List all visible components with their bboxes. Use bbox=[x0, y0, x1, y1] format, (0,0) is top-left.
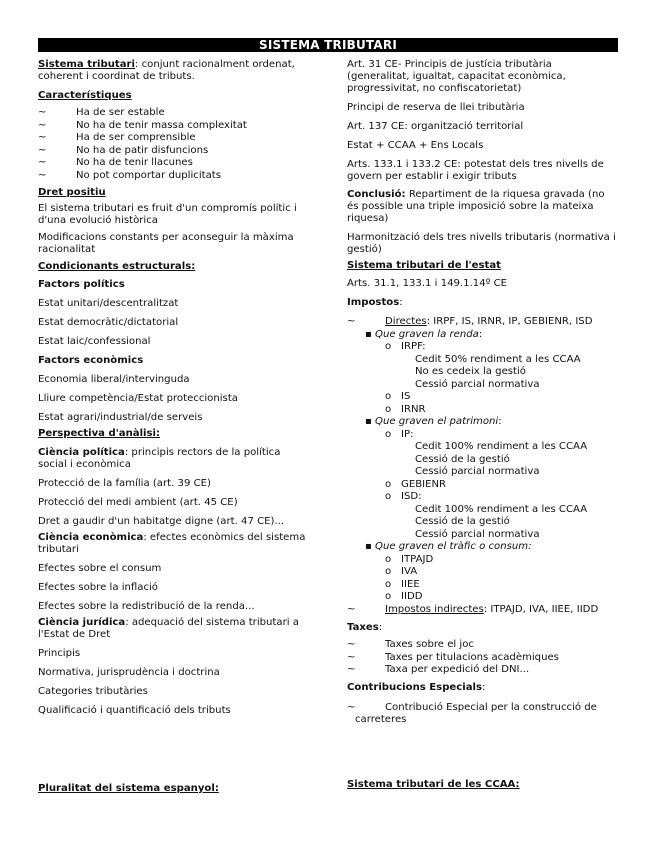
ciencia-economica-term: Ciència econòmica bbox=[38, 532, 144, 543]
sistema-estat-heading: Sistema tributari de l'estat bbox=[347, 260, 501, 271]
taxes-heading: Taxes: bbox=[347, 622, 383, 633]
isd-sub: Cessió de la gestió bbox=[415, 516, 510, 527]
tilde-bullet-icon: ~ bbox=[38, 132, 47, 143]
ciencia-politica: Ciència política: principis rectors de la política social i econòmica bbox=[38, 447, 281, 470]
circle-bullet-icon: o bbox=[385, 341, 392, 352]
dret-paragraph: El sistema tributari es fruit d'un compromís polític i d'una evolució històrica bbox=[38, 203, 297, 226]
page-title: SISTEMA TRIBUTARI bbox=[38, 38, 618, 52]
harmonitzacio-paragraph: Harmonització dels tres nivells tributaris (normativa i gestió) bbox=[347, 232, 616, 255]
circle-bullet-icon: o bbox=[385, 391, 392, 402]
ip-sub: Cessió de la gestió bbox=[415, 453, 510, 465]
ciencia-juridica-term: Ciència jurídica bbox=[38, 617, 126, 628]
irpf-item: o IRPF: bbox=[385, 341, 426, 352]
list-item: Efectes sobre la inflació bbox=[38, 582, 158, 593]
gebienr-item: o GEBIENR bbox=[385, 478, 447, 490]
right-column bbox=[347, 59, 617, 726]
tilde-bullet-icon: ~ bbox=[38, 144, 47, 156]
reserva-paragraph: Principi de reserva de llei tributària bbox=[347, 102, 525, 113]
contribucio-item: ~ Contribució Especial per la construcció de carreteres bbox=[347, 701, 597, 725]
list-item: Qualificació i quantificació dels tributs bbox=[38, 705, 231, 716]
is-item: o IS bbox=[385, 391, 411, 402]
list-item: Economia liberal/intervinguda bbox=[38, 374, 190, 385]
factors-economics-heading: Factors econòmics bbox=[38, 355, 144, 366]
circle-bullet-icon: o bbox=[385, 478, 392, 490]
trafic-sub: o IIEE bbox=[385, 578, 420, 590]
tilde-bullet-icon: ~ bbox=[38, 169, 47, 181]
tilde-bullet-icon: ~ bbox=[347, 664, 356, 675]
list-item: Estat unitari/descentralitzat bbox=[38, 298, 179, 309]
list-item: Efectes sobre la redistribució de la renda... bbox=[38, 601, 255, 612]
tilde-bullet-icon: ~ bbox=[347, 603, 356, 615]
pluralitat-heading: Pluralitat del sistema espanyol: bbox=[38, 783, 219, 794]
dret-positiu-heading: Dret positiu bbox=[38, 187, 106, 198]
isd-sub: Cessió parcial normativa bbox=[415, 528, 540, 540]
list-item: Efectes sobre el consum bbox=[38, 563, 162, 574]
characteristics-heading: Característiques bbox=[38, 90, 132, 101]
list-item: ~ No ha de tenir massa complexitat bbox=[38, 119, 247, 131]
sistema-ccaa-heading: Sistema tributari de les CCAA: bbox=[347, 779, 520, 790]
list-item: Dret a gaudir d'un habitatge digne (art. 47 CE)... bbox=[38, 516, 285, 527]
ciencia-juridica: Ciència jurídica: adequació del sistema tributari a l'Estat de Dret bbox=[38, 617, 299, 640]
trafic-sub: o IIDD bbox=[385, 591, 423, 602]
list-item: Estat democràtic/dictatorial bbox=[38, 317, 179, 328]
square-bullet-icon: ▪ bbox=[365, 541, 372, 552]
irnr-item: o IRNR bbox=[385, 403, 426, 415]
indirectes-item: ~ Impostos indirectes: ITPAJD, IVA, IIEE, IIDD bbox=[347, 603, 599, 615]
arts133-paragraph: Arts. 133.1 i 133.2 CE: potestat dels tres nivells de govern per establir i exigir tributs bbox=[347, 159, 604, 182]
list-item: Normativa, jurisprudència i doctrina bbox=[38, 667, 220, 678]
impostos-heading: Impostos: bbox=[347, 297, 403, 308]
isd-sub: Cedit 100% rendiment a les CCAA bbox=[415, 503, 588, 515]
circle-bullet-icon: o bbox=[385, 553, 392, 565]
list-item: Estat laic/confessional bbox=[38, 336, 151, 347]
tilde-bullet-icon: ~ bbox=[347, 651, 356, 663]
square-bullet-icon: ▪ bbox=[365, 416, 372, 427]
circle-bullet-icon: o bbox=[385, 566, 392, 577]
list-item: ~ No ha de tenir llacunes bbox=[38, 157, 193, 168]
list-item: ~ Taxes per titulacions acadèmiques bbox=[347, 651, 559, 663]
taxes-list bbox=[347, 639, 617, 677]
tilde-bullet-icon: ~ bbox=[347, 639, 356, 650]
list-item: Protecció de la família (art. 39 CE) bbox=[38, 478, 211, 489]
circle-bullet-icon: o bbox=[385, 591, 392, 602]
circle-bullet-icon: o bbox=[385, 491, 392, 502]
list-item: Estat agrari/industrial/de serveis bbox=[38, 412, 203, 423]
art137-paragraph: Art. 137 CE: organització territorial bbox=[347, 121, 524, 132]
patrimoni-item: ▪ Que graven el patrimoni: bbox=[365, 416, 502, 427]
left-column bbox=[38, 59, 308, 717]
trafic-sub: o ITPAJD bbox=[385, 553, 434, 565]
contribucions-heading: Contribucions Especials: bbox=[347, 681, 486, 693]
list-item: ~ Ha de ser comprensible bbox=[38, 132, 196, 143]
directes-item: ~ Directes: IRPF, IS, IRNR, IP, GEBIENR, ISD bbox=[347, 316, 593, 327]
conclusio-paragraph: Conclusió: Repartiment de la riquesa gravada (no és possible una triple imposició sobre la mateixa riquesa) bbox=[347, 189, 605, 224]
list-item: ~ Taxa per expedició del DNI... bbox=[347, 664, 530, 675]
conclusio-term: Conclusió: bbox=[347, 189, 406, 200]
list-item: Principis bbox=[38, 648, 81, 659]
condicionants-heading: Condicionants estructurals: bbox=[38, 261, 196, 272]
circle-bullet-icon: o bbox=[385, 403, 392, 415]
list-item: Lliure competència/Estat proteccionista bbox=[38, 393, 238, 404]
ciencia-economica: Ciència econòmica: efectes econòmics del sistema tributari bbox=[38, 532, 306, 555]
trafic-sub: o IVA bbox=[385, 566, 418, 577]
isd-item: o ISD: bbox=[385, 491, 422, 502]
perspectiva-heading: Perspectiva d'anàlisi: bbox=[38, 428, 161, 439]
list-item: ~ Ha de ser estable bbox=[38, 107, 165, 118]
list-item: Protecció del medi ambient (art. 45 CE) bbox=[38, 497, 238, 508]
sistema-estat-arts: Arts. 31.1, 133.1 i 149.1.14º CE bbox=[347, 278, 508, 289]
definition-text: : conjunt racionalment ordenat, coherent i coordinat de tributs. bbox=[38, 59, 295, 82]
definition-term: Sistema tributari bbox=[38, 59, 135, 70]
characteristics-list bbox=[38, 107, 308, 182]
trafic-item: ▪ Que graven el tràfic o consum: bbox=[365, 541, 532, 552]
dret-paragraph: Modificacions constants per aconseguir la màxima racionalitat bbox=[38, 232, 294, 255]
renda-item: ▪ Que graven la renda: bbox=[365, 328, 483, 340]
definition bbox=[38, 59, 308, 83]
ip-sub: Cedit 100% rendiment a les CCAA bbox=[415, 441, 588, 452]
circle-bullet-icon: o bbox=[385, 578, 392, 590]
list-item: ~ Taxes sobre el joc bbox=[347, 639, 474, 650]
list-item: ~ No ha de patir disfuncions bbox=[38, 144, 209, 156]
art31-paragraph: Art. 31 CE- Principis de justícia tributària (generalitat, igualtat, capacitat econòmica, progressivitat, no confiscatorietat) bbox=[347, 59, 566, 94]
circle-bullet-icon: o bbox=[385, 428, 392, 440]
tilde-bullet-icon: ~ bbox=[38, 157, 47, 168]
irpf-sub: Cessió parcial normativa bbox=[415, 378, 540, 390]
ciencia-politica-term: Ciència política bbox=[38, 447, 125, 458]
tilde-bullet-icon: ~ bbox=[347, 701, 356, 713]
tilde-bullet-icon: ~ bbox=[38, 107, 47, 118]
tilde-bullet-icon: ~ bbox=[347, 316, 356, 327]
ip-sub: Cessió parcial normativa bbox=[415, 466, 540, 477]
estat-paragraph: Estat + CCAA + Ens Locals bbox=[347, 140, 484, 151]
tilde-bullet-icon: ~ bbox=[38, 119, 47, 131]
ip-item: o IP: bbox=[385, 428, 414, 440]
irpf-sub: No es cedeix la gestió bbox=[415, 366, 526, 377]
irpf-sub: Cedit 50% rendiment a les CCAA bbox=[415, 353, 581, 365]
square-bullet-icon: ▪ bbox=[365, 328, 372, 340]
list-item: ~ No pot comportar duplicitats bbox=[38, 169, 222, 181]
factors-politics-heading: Factors polítics bbox=[38, 279, 125, 290]
list-item: Categories tributàries bbox=[38, 686, 148, 697]
